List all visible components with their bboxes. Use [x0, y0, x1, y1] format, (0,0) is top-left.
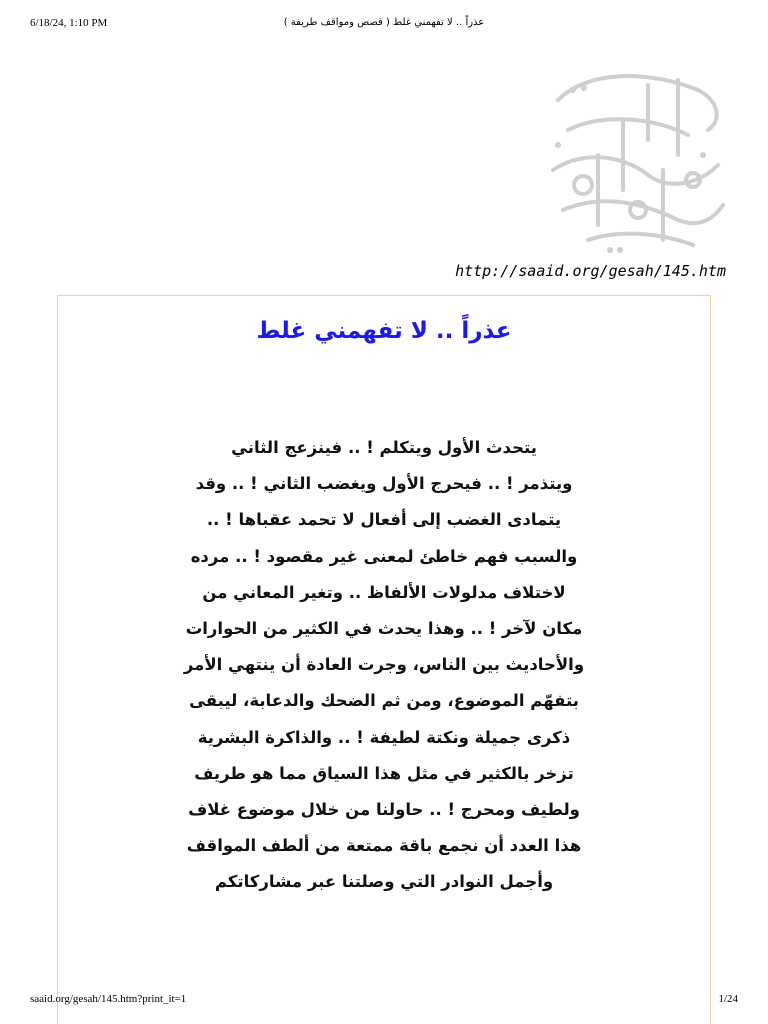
article-line: ولطيف ومحرج ! .. حاولنا من خلال موضوع غلاف	[188, 800, 580, 820]
article-line: يتحدث الأول ويتكلم ! .. فينزعج الثاني	[231, 438, 537, 457]
calligraphy-logo-icon	[528, 60, 738, 260]
article-line: وأجمل النوادر التي وصلتنا عبر مشاركاتكم	[214, 872, 554, 892]
article-line: مكان لآخر ! .. وهذا يحدث في الكثير من الحوارات	[185, 619, 583, 639]
article-line: هذا العدد أن نجمع باقة ممتعة من ألطف المواقف	[186, 836, 582, 856]
article-line: ويتذمر ! .. فيحرج الأول ويغضب الثاني ! .. وقد	[195, 474, 573, 494]
print-datetime: 6/18/24, 1:10 PM	[30, 17, 108, 29]
article-line: والسبب فهم خاطئ لمعنى غير مقصود ! .. مرده	[190, 546, 578, 566]
print-page-number: 1/24	[718, 993, 738, 1005]
article-line: لاختلاف مدلولات الألفاظ .. وتغير المعاني من	[202, 582, 566, 602]
print-footer-url: saaid.org/gesah/145.htm?print_it=1	[30, 993, 187, 1005]
article-line: بتفهّم الموضوع، ومن ثم الضحك والدعابة، ليبقى	[189, 691, 579, 711]
article-line: ذكرى جميلة ونكتة لطيفة ! .. والذاكرة البشرية	[197, 727, 571, 747]
article-body	[150, 430, 618, 901]
article-title: عذراً .. لا تفهمني غلط	[256, 318, 512, 344]
article-line: يتمادى الغضب إلى أفعال لا تحمد عقباها ! ..	[206, 510, 562, 530]
print-page-title: عذراً .. لا تفهمني غلط ( قصص ومواقف طريفة )	[283, 17, 485, 28]
article-line: تزخر بالكثير في مثل هذا السياق مما هو طريف	[194, 763, 574, 783]
source-url[interactable]: http://saaid.org/gesah/145.htm	[455, 262, 726, 280]
article-line: والأحاديث بين الناس، وجرت العادة أن ينتهي الأمر	[183, 655, 585, 675]
